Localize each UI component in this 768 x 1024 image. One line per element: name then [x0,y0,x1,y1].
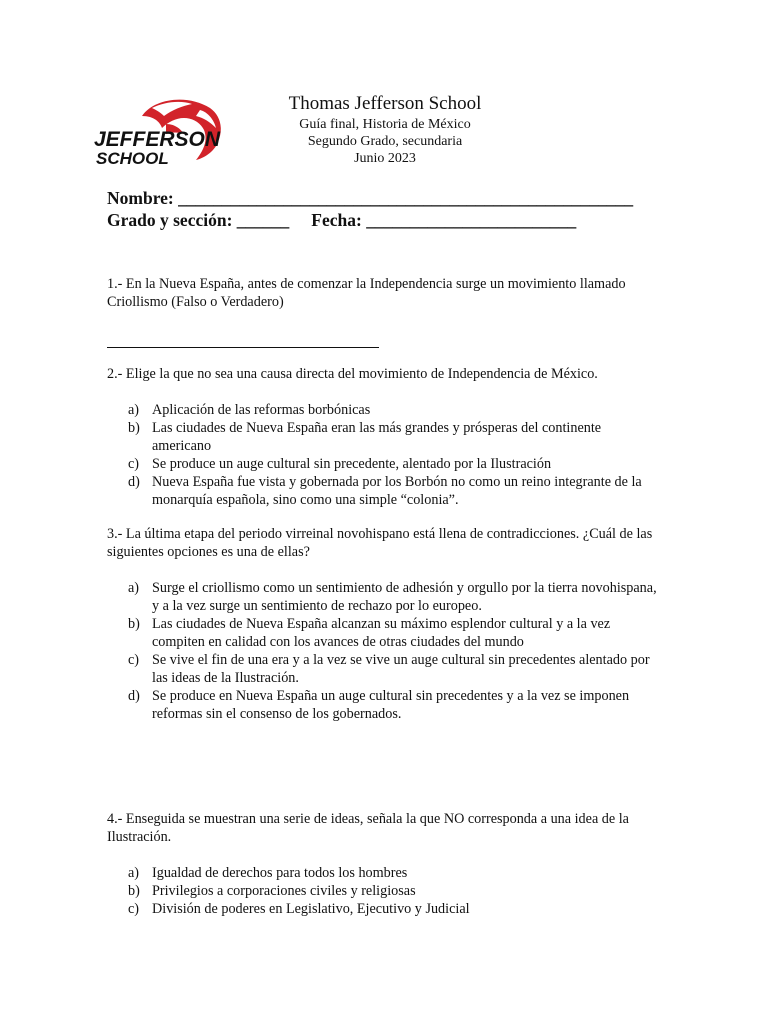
option-marker: a) [128,865,140,881]
option-marker: a) [128,580,140,596]
option-marker: c) [128,652,140,668]
eagle-logo-icon [92,94,226,168]
list-item [128,401,660,419]
question-3-options [128,579,660,723]
option-text: Nueva España fue vista y gobernada por los Borbón no como un reino integrante de la monarquía española, sino como una simple “colonia”. [152,474,642,508]
question-4 [107,810,667,846]
list-item [128,900,660,918]
option-text: Se produce en Nueva España un auge cultural sin precedentes y a la vez se imponen reformas sin el consenso de los gobernados. [152,688,630,722]
grado-fecha-row [107,209,627,231]
option-text: Privilegios a corporaciones civiles y religiosas [152,883,416,899]
question-1 [107,275,667,311]
list-item [128,864,660,882]
header-line-3: Junio 2023 [354,151,416,166]
list-item [128,419,660,455]
option-text: Se produce un auge cultural sin precedente, alentado por la Ilustración [152,456,552,472]
option-marker: c) [128,901,140,917]
option-text: Las ciudades de Nueva España eran las más grandes y prósperas del continente americano [152,420,602,454]
option-text: Las ciudades de Nueva España alcanzan su máximo esplendor cultural y a la vez compiten en calidad con los avances de otras ciudades del mundo [152,616,611,650]
grado-field: Grado y sección: ______ [107,210,290,230]
list-item [128,455,660,473]
header-line-2: Segundo Grado, secundaria [307,134,463,149]
option-marker: a) [128,402,140,418]
logo-word-school: SCHOOL [96,149,169,168]
jefferson-school-logo [92,94,226,168]
option-text: Se vive el fin de una era y a la vez se vive un auge cultural sin precedentes alentado por las ideas de la Ilustración. [152,652,650,686]
option-text: Igualdad de derechos para todos los hombres [152,865,408,881]
list-item [128,651,660,687]
logo-word-jefferson: JEFFERSON [94,128,221,151]
option-marker: b) [128,420,140,436]
question-3 [107,525,667,561]
document-header [240,92,530,167]
header-line-1: Guía final, Historia de México [299,117,471,132]
list-item [128,687,660,723]
option-marker: d) [128,688,140,704]
list-item [128,615,660,651]
question-3-text: 3.- La última etapa del periodo virreinal novohispano está llena de contradicciones. ¿Cuál de las siguientes opciones es una de ellas? [107,526,653,560]
answer-line-1 [107,335,379,348]
fecha-field: Fecha: ________________________ [311,210,577,230]
nombre-field: Nombre: ____________________________________________________ [107,188,634,208]
question-4-options [128,864,660,918]
question-2-text: 2.- Elige la que no sea una causa directa del movimiento de Independencia de México. [107,366,598,382]
question-2-options [128,401,660,509]
list-item [128,473,660,509]
student-info-fields [107,187,634,231]
question-1-text: 1.- En la Nueva España, antes de comenzar la Independencia surge un movimiento llamado Criollismo (Falso o Verdadero) [107,276,626,310]
option-text: Aplicación de las reformas borbónicas [152,402,371,418]
option-marker: b) [128,616,140,632]
school-name: Thomas Jefferson School [288,93,482,114]
question-2 [107,365,667,383]
option-text: División de poderes en Legislativo, Ejecutivo y Judicial [152,901,470,917]
list-item [128,579,660,615]
option-marker: d) [128,474,140,490]
list-item [128,882,660,900]
option-marker: c) [128,456,140,472]
question-4-text: 4.- Enseguida se muestran una serie de ideas, señala la que NO corresponda a una idea de la Ilustración. [107,811,629,845]
option-marker: b) [128,883,140,899]
option-text: Surge el criollismo como un sentimiento de adhesión y orgullo por la tierra novohispana, y a la vez surge un sentimiento de rechazo por lo europeo. [152,580,657,614]
